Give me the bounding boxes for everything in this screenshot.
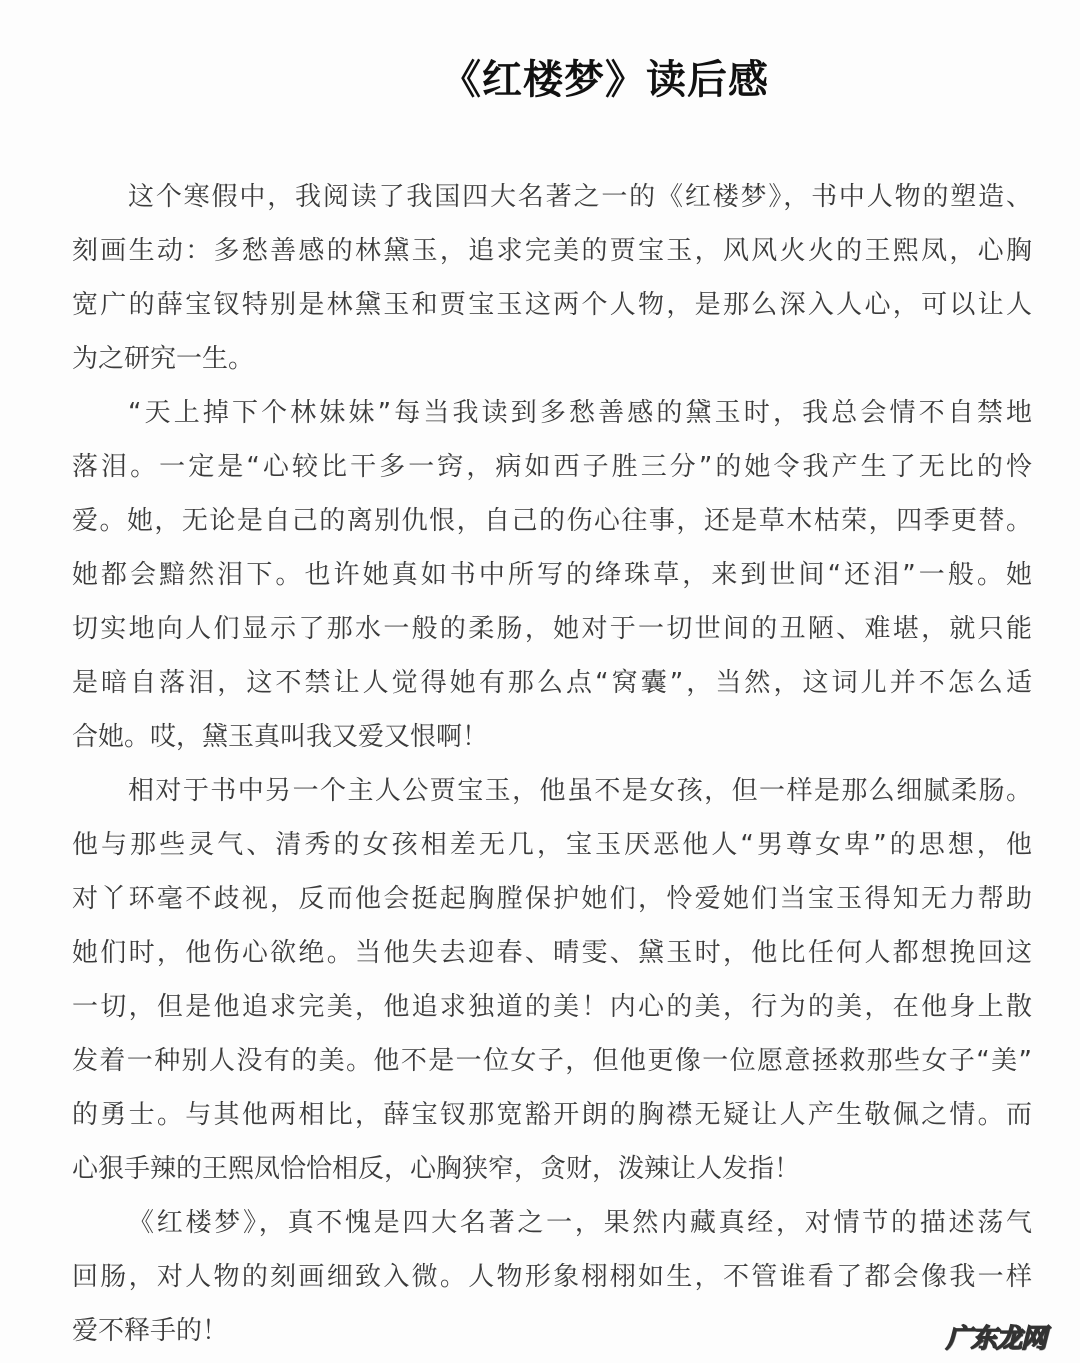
watermark-logo: 广东龙网 bbox=[945, 1324, 1046, 1354]
paragraph-3-line-5: 一切，但是他追求完美，他追求独道的美！内心的美，行为的美，在他身上散 bbox=[72, 992, 1032, 1022]
paragraph-2-line-2: 落泪。一定是“心较比干多一窍，病如西子胜三分”的她令我产生了无比的怜 bbox=[72, 452, 1032, 482]
paragraph-1-line-3: 宽广的薛宝钗特别是林黛玉和贾宝玉这两个人物，是那么深入人心，可以让人 bbox=[72, 290, 1032, 320]
paragraph-3-line-1: 相对于书中另一个主人公贾宝玉，他虽不是女孩，但一样是那么细腻柔肠。 bbox=[128, 776, 1032, 806]
paragraph-1-line-2: 刻画生动：多愁善感的林黛玉，追求完美的贾宝玉，风风火火的王熙凤，心胸 bbox=[72, 236, 1032, 266]
paragraph-2-line-5: 切实地向人们显示了那水一般的柔肠，她对于一切世间的丑陋、难堪，就只能 bbox=[72, 614, 1032, 644]
paragraph-2-line-4: 她都会黯然泪下。也许她真如书中所写的绛珠草，来到世间“还泪”一般。她 bbox=[72, 560, 1032, 590]
paragraph-3-line-3: 对丫环毫不歧视，反而他会挺起胸膛保护她们，怜爱她们当宝玉得知无力帮助 bbox=[72, 884, 1032, 914]
paragraph-4-line-2: 回肠，对人物的刻画细致入微。人物形象栩栩如生，不管谁看了都会像我一样 bbox=[72, 1262, 1032, 1292]
paragraph-3-line-7: 的勇士。与其他两相比，薛宝钗那宽豁开朗的胸襟无疑让人产生敬佩之情。而 bbox=[72, 1100, 1032, 1130]
paragraph-2-line-1: “天上掉下个林妹妹”每当我读到多愁善感的黛玉时，我总会情不自禁地 bbox=[128, 398, 1032, 428]
paragraph-4-line-1: 《红楼梦》，真不愧是四大名著之一，果然内藏真经，对情节的描述荡气 bbox=[128, 1208, 1032, 1238]
paragraph-3-line-2: 他与那些灵气、清秀的女孩相差无几，宝玉厌恶他人“男尊女卑”的思想，他 bbox=[72, 830, 1032, 860]
document-body bbox=[72, 170, 1032, 1358]
paragraph-3-line-8: 心狠手辣的王熙凤恰恰相反，心胸狭窄，贪财，泼辣让人发指！ bbox=[72, 1154, 801, 1184]
paragraph-2-line-7: 合她。哎，黛玉真叫我又爱又恨啊！ bbox=[72, 722, 489, 752]
paragraph-3-line-4: 她们时，他伤心欲绝。当他失去迎春、晴雯、黛玉时，他比任何人都想挽回这 bbox=[72, 938, 1032, 968]
paragraph-1-line-4: 为之研究一生。 bbox=[72, 344, 255, 374]
paragraph-4-line-3: 爱不释手的！ bbox=[72, 1316, 229, 1346]
paragraph-2-line-6: 是暗自落泪，这不禁让人觉得她有那么点“窝囊”，当然，这词儿并不怎么适 bbox=[72, 668, 1032, 698]
paragraph-3-line-6: 发着一种别人没有的美。他不是一位女子，但他更像一位愿意拯救那些女子“美” bbox=[72, 1046, 1032, 1076]
document-title: 《红楼梦》读后感 bbox=[441, 57, 769, 103]
paragraph-2-line-3: 爱。她，无论是自己的离别仇恨，自己的伤心往事，还是草木枯荣，四季更替。 bbox=[72, 506, 1032, 536]
paragraph-1-line-1: 这个寒假中，我阅读了我国四大名著之一的《红楼梦》，书中人物的塑造、 bbox=[128, 182, 1032, 212]
